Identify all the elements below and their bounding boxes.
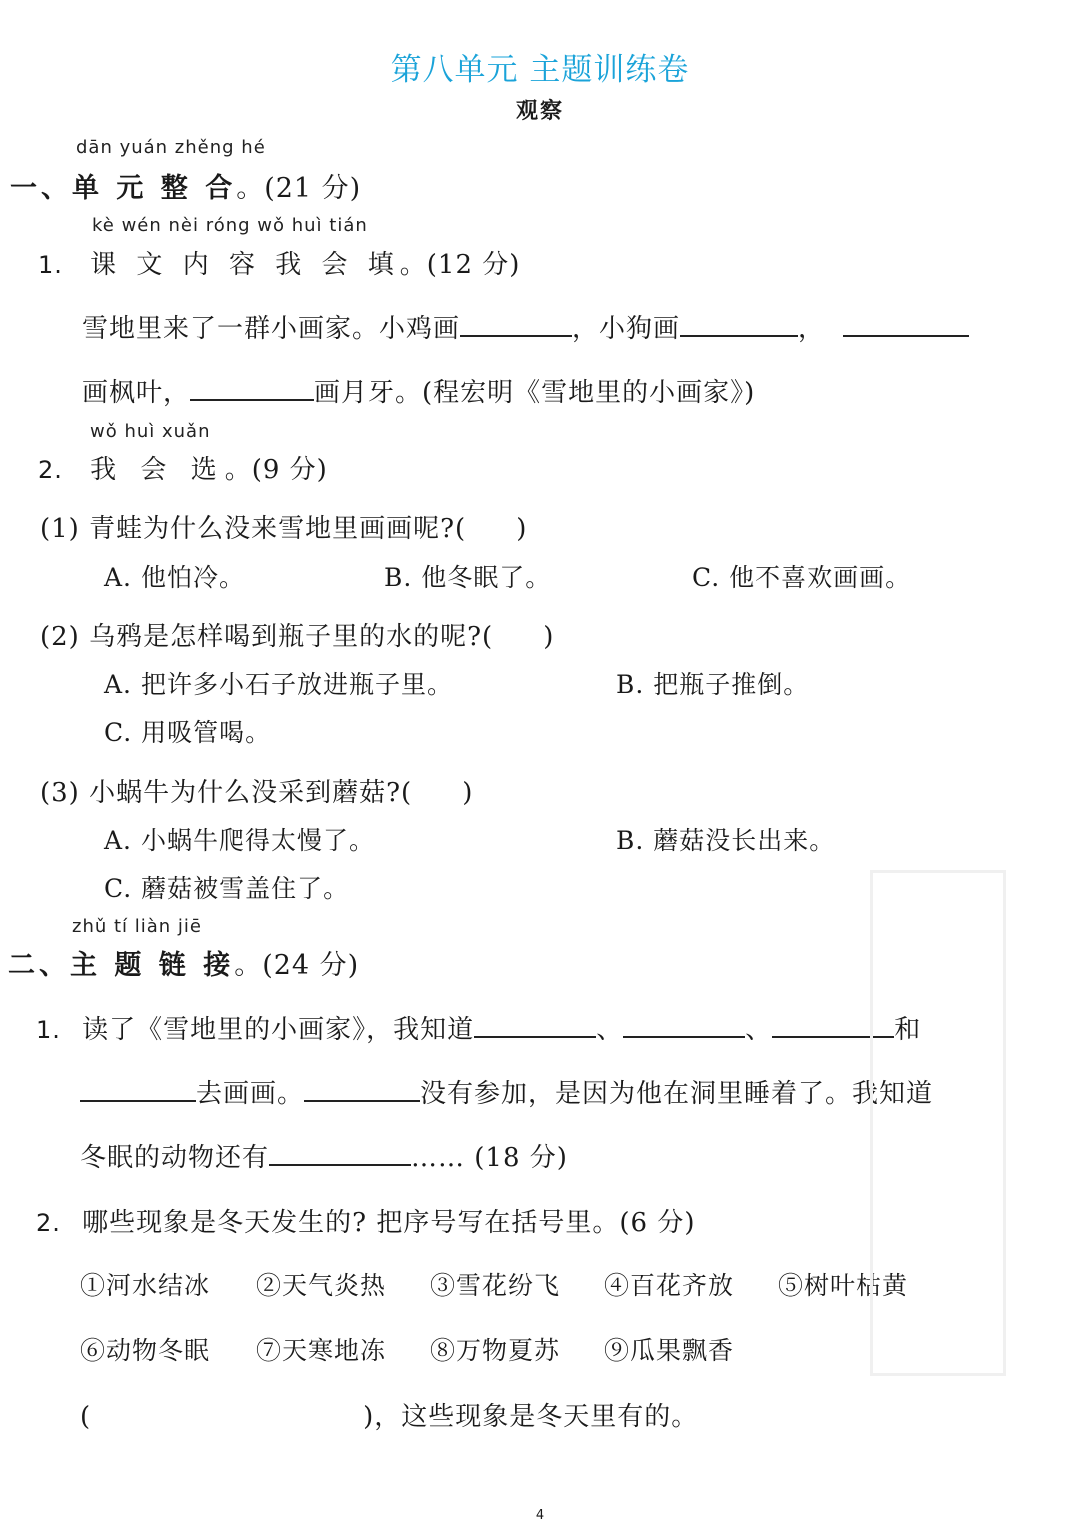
q1-line1 [82, 308, 969, 345]
q2-heading [38, 449, 328, 486]
sub1-option-b[interactable]: B. 他冬眠了。 [384, 563, 552, 592]
sub2-stem-text: (2) 乌鸦是怎样喝到瓶子里的水的呢?( [40, 622, 494, 652]
answer-blank[interactable] [80, 1074, 196, 1102]
q2-label: 我 会 选 [90, 455, 225, 485]
page-title: 第八单元 主题训练卷 [390, 52, 690, 88]
section1-label: 一、单 元 整 合 [10, 173, 237, 204]
s2q1-line2-text-b: 没有参加，是因为他在洞里睡着了。我知道 [420, 1079, 934, 1109]
s2q2-answer-tail: )，这些现象是冬天里有的。 [363, 1402, 699, 1432]
sub2-option-a[interactable]: A. 把许多小石子放进瓶子里。 [104, 670, 453, 699]
q1-line1-text-b: ，小狗画 [572, 314, 681, 344]
sub3-close: ) [462, 778, 474, 808]
answer-blank[interactable] [843, 309, 969, 337]
sub3-stem-text: (3) 小蜗牛为什么没采到蘑菇?( [40, 778, 413, 808]
sub1-option-c[interactable]: C. 他不喜欢画画。 [692, 563, 912, 592]
q2-score: 。(9 分) [224, 455, 328, 485]
phenomenon-item: ②天气炎热 [256, 1271, 387, 1300]
sub2-close: ) [543, 622, 555, 652]
q1-line1-text-c: ， [798, 314, 826, 344]
s2q2-number: 2. [36, 1209, 61, 1237]
q2-pinyin: wǒ huì xuǎn [90, 421, 211, 442]
answer-blank[interactable] [269, 1138, 411, 1166]
sub1-stem-text: (1) 青蛙为什么没来雪地里画画呢?( [40, 514, 467, 544]
q1-pinyin: kè wén nèi róng wǒ huì tián [92, 215, 368, 236]
s2q1-line1-text-a: 读了《雪地里的小画家》，我知道 [82, 1015, 475, 1045]
s2q2-stem-line [36, 1202, 695, 1239]
section2-pinyin: zhǔ tí liàn jiē [72, 916, 203, 937]
answer-blank[interactable] [474, 1010, 596, 1038]
q1-line2 [82, 372, 755, 409]
phenomenon-item: ③雪花纷飞 [430, 1271, 561, 1300]
s2q1-line3-text-a: 冬眠的动物还有 [80, 1143, 270, 1173]
s2q2-answer-open: ( [80, 1402, 92, 1432]
s2q2-stem: 哪些现象是冬天发生的? 把序号写在括号里。(6 分) [82, 1208, 696, 1238]
sub1-close: ) [516, 514, 528, 544]
watermark-stamp [870, 870, 1006, 1376]
q2-number: 2. [38, 456, 63, 484]
sub1-stem [40, 508, 527, 545]
phenomenon-item: ⑤树叶枯黄 [778, 1271, 909, 1300]
q1-line2-text-b: 画月牙。(程宏明《雪地里的小画家》) [314, 378, 756, 408]
answer-blank[interactable] [304, 1074, 420, 1102]
answer-blank[interactable] [460, 309, 572, 337]
sub3-option-b[interactable]: B. 蘑菇没长出来。 [616, 826, 836, 855]
phenomenon-item: ⑧万物夏苏 [430, 1336, 561, 1365]
s2q1-line2-text-a: 去画画。 [196, 1079, 305, 1109]
phenomenon-item: ⑦天寒地冻 [256, 1336, 387, 1365]
q1-line1-text-a: 雪地里来了一群小画家。小鸡画 [82, 314, 461, 344]
section1-heading [10, 166, 361, 205]
q1-line2-text-a: 画枫叶， [82, 378, 191, 408]
s2q1-line3 [80, 1137, 568, 1174]
s2q1-line2 [80, 1073, 933, 1110]
sub1-option-a[interactable]: A. 他怕冷。 [104, 563, 245, 592]
sub3-stem [40, 772, 473, 809]
page-subtitle: 观察 [515, 98, 564, 124]
sub3-option-c[interactable]: C. 蘑菇被雪盖住了。 [104, 874, 350, 903]
sub3-option-a[interactable]: A. 小蜗牛爬得太慢了。 [104, 826, 375, 855]
answer-blank[interactable] [623, 1010, 745, 1038]
q1-score: 。(12 分) [399, 250, 521, 280]
phenomenon-item: ⑨瓜果飘香 [604, 1336, 735, 1365]
s2q1-number: 1. [36, 1016, 61, 1044]
section2-heading [8, 943, 359, 982]
page-number: 4 [535, 1508, 545, 1523]
s2q2-answer-line [80, 1396, 698, 1433]
s2q1-line3-text-b: …… (18 分) [411, 1143, 568, 1173]
section1-pinyin: dān yuán zhěng hé [76, 137, 266, 158]
section1-score: 。(21 分) [236, 173, 362, 204]
answer-blank[interactable] [190, 373, 314, 401]
phenomenon-item: ⑥动物冬眠 [80, 1336, 211, 1365]
phenomenon-item: ④百花齐放 [604, 1271, 735, 1300]
sub2-stem [40, 616, 554, 653]
sub2-option-c[interactable]: C. 用吸管喝。 [104, 718, 272, 747]
s2q1-sep1: 、 [596, 1015, 624, 1045]
q1-label: 课 文 内 容 我 会 填 [90, 250, 400, 280]
phenomenon-item: ①河水结冰 [80, 1271, 211, 1300]
section2-score: 。(24 分) [234, 950, 360, 981]
s2q1-line1-text-b: 和 [894, 1015, 922, 1045]
q1-number: 1. [38, 251, 63, 279]
s2q1-sep2: 、 [745, 1015, 773, 1045]
answer-blank[interactable] [680, 309, 798, 337]
section2-label: 二、主 题 链 接 [8, 950, 235, 981]
q1-heading [38, 244, 520, 281]
sub2-option-b[interactable]: B. 把瓶子推倒。 [616, 670, 810, 699]
s2q1-line1 [36, 1009, 921, 1046]
